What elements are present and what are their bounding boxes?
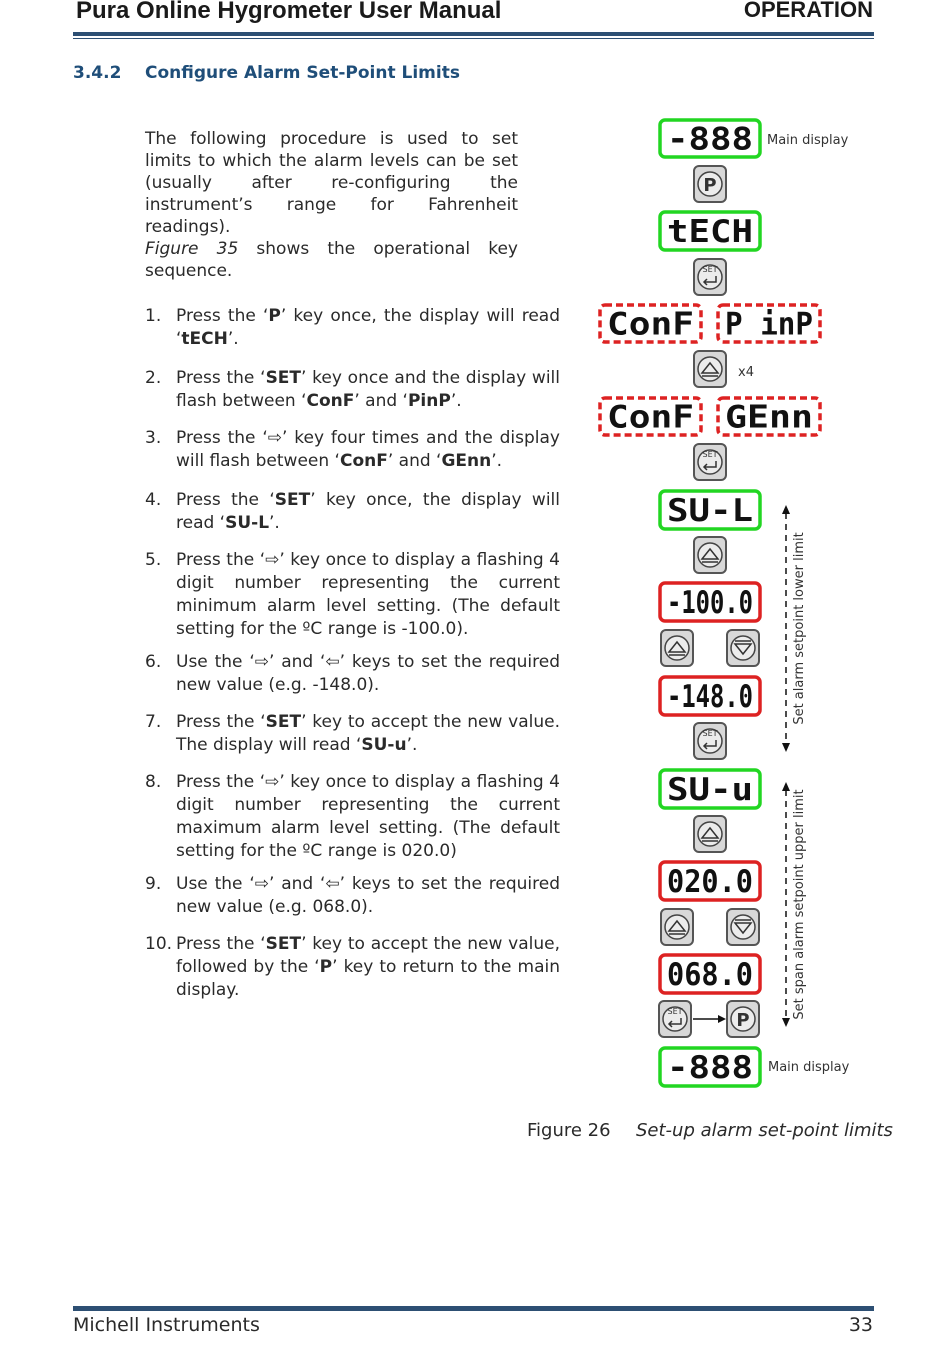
upper-limit-label: Set span alarm setpoint upper limit — [792, 789, 807, 1020]
step-text: Press the ‘ — [176, 490, 275, 510]
step-keyword: SET — [265, 368, 302, 388]
step-text: Press the ‘⇨’ key four times and the display will flash between ‘ — [176, 428, 560, 471]
step-text: ’. — [491, 451, 503, 471]
sequence-arrowhead — [718, 1015, 726, 1023]
figure-title: Set-up alarm set-point limits — [636, 1120, 893, 1141]
step-number: 8. — [145, 772, 162, 792]
step-keyword: SU-u — [361, 735, 407, 755]
step-text: ’ and ‘ — [387, 451, 442, 471]
step-text: Use the ‘⇨’ and ‘⇦’ keys to set the required new value (e.g. 068.0). — [176, 874, 560, 917]
main-display-label-bottom: Main display — [768, 1060, 850, 1075]
section-title: Configure Alarm Set-Point Limits — [145, 63, 460, 83]
display-minus-100: -100.0 — [667, 585, 753, 621]
figure-number: Figure 26 — [527, 1120, 611, 1141]
main-display-label-top: Main display — [767, 133, 849, 148]
step-text: Press the ‘⇨’ key once to display a flashing 4 digit number representing the current maximum alarm level setting. (The default setting for the ºC range is 020.0) — [176, 772, 560, 861]
step-text: ’ key once and the display will flash between ‘ — [176, 368, 560, 411]
set-key-label: SET — [702, 729, 718, 738]
manual-title: Pura Online Hygrometer User Manual — [76, 0, 502, 24]
display-minus-148: -148.0 — [667, 679, 753, 715]
step-text: ’ key once, the display will read ‘ — [176, 306, 560, 349]
up-key-face — [665, 636, 689, 660]
step-text: ’. — [269, 513, 280, 533]
step-number: 4. — [145, 490, 162, 510]
step-text: ’. — [227, 329, 239, 349]
step-text: Press the ‘ — [176, 712, 266, 732]
step-number: 3. — [145, 428, 162, 448]
multiplier-label: x4 — [738, 365, 754, 380]
footer-company: Michell Instruments — [73, 1314, 260, 1336]
step-keyword: GEnn — [441, 451, 492, 471]
lower-limit-arrowhead-top — [782, 505, 790, 514]
lower-limit-arrowhead-bottom — [782, 743, 790, 752]
display-068: 068.0 — [667, 957, 753, 993]
step-keyword: ConF — [339, 451, 388, 471]
step-keyword: PinP — [407, 391, 451, 411]
set-key-label: SET — [667, 1007, 683, 1016]
step-text: ’ key to accept the new value. The display will read ‘ — [176, 712, 560, 755]
step-text: Press the ‘⇨’ key once to display a flashing 4 digit number representing the current minimum alarm level setting. (The default setting for the ºC range is -100.0). — [176, 550, 560, 639]
set-key-label: SET — [702, 450, 718, 459]
intro-paragraph: The following procedure is used to set limits to which the alarm levels can be set (usually after re-configuring the instrument’s range for Fahrenheit readings). — [145, 129, 518, 237]
set-key-label: SET — [702, 265, 718, 274]
step-text: ’. — [406, 735, 418, 755]
down-key-face — [731, 636, 755, 660]
step-keyword: SET — [265, 712, 302, 732]
down-key-face — [731, 915, 755, 939]
step-text: Press the ‘ — [176, 306, 269, 326]
display-genn: GEnn — [725, 399, 813, 436]
step-keyword: SET — [274, 490, 311, 510]
step-text: ’ key to accept the new value, followed by the ‘ — [176, 934, 560, 977]
display-conf-1: ConF — [607, 306, 694, 343]
figure-reference: Figure 35 — [145, 239, 239, 259]
display-tech: tECH — [667, 214, 753, 250]
display-020: 020.0 — [667, 864, 753, 900]
step-text: ’. — [450, 391, 462, 411]
step-text: ’ and ‘ — [354, 391, 408, 411]
step-keyword: SET — [265, 934, 302, 954]
step-number: 2. — [145, 368, 162, 388]
step-text: ’ key once, the display will read ‘ — [176, 490, 560, 533]
step-number: 7. — [145, 712, 162, 732]
upper-limit-arrowhead-bottom — [782, 1018, 790, 1027]
step-text: ’ key to return to the main display. — [176, 957, 560, 1000]
display-su-u: SU-u — [667, 772, 753, 808]
p-key-label: P — [703, 175, 717, 196]
p-key-label: P — [736, 1010, 750, 1031]
page-number: 33 — [848, 1314, 873, 1336]
step-keyword: tECH — [181, 329, 228, 349]
step-text: Press the ‘ — [176, 934, 266, 954]
display-pinp: P inP — [725, 306, 813, 343]
step-keyword: SU-L — [225, 513, 270, 533]
step-number: 10. — [145, 934, 173, 954]
display-conf-2: ConF — [607, 399, 694, 436]
step-number: 1. — [145, 306, 162, 326]
section-number: 3.4.2 — [73, 63, 122, 83]
figure-reference-rest: shows the operational key sequence. — [145, 239, 518, 281]
step-text: Press the ‘ — [176, 368, 266, 388]
upper-limit-arrowhead-top — [782, 782, 790, 791]
lower-limit-label: Set alarm setpoint lower limit — [792, 532, 807, 725]
up-key-face — [698, 543, 722, 567]
step-keyword: P — [268, 306, 281, 326]
up-key-face — [698, 357, 722, 381]
footer-rule — [73, 1306, 874, 1311]
display-main-top: -888 — [667, 121, 753, 158]
display-main-bottom: -888 — [667, 1050, 753, 1086]
section-header: OPERATION — [743, 0, 873, 22]
step-number: 9. — [145, 874, 162, 894]
step-text: Use the ‘⇨’ and ‘⇦’ keys to set the required new value (e.g. -148.0). — [176, 652, 560, 695]
step-number: 5. — [145, 550, 162, 570]
step-number: 6. — [145, 652, 162, 672]
up-key-face — [665, 915, 689, 939]
display-su-l: SU-L — [667, 493, 753, 529]
up-key-face — [698, 822, 722, 846]
step-keyword: P — [319, 957, 333, 977]
step-keyword: ConF — [306, 391, 355, 411]
